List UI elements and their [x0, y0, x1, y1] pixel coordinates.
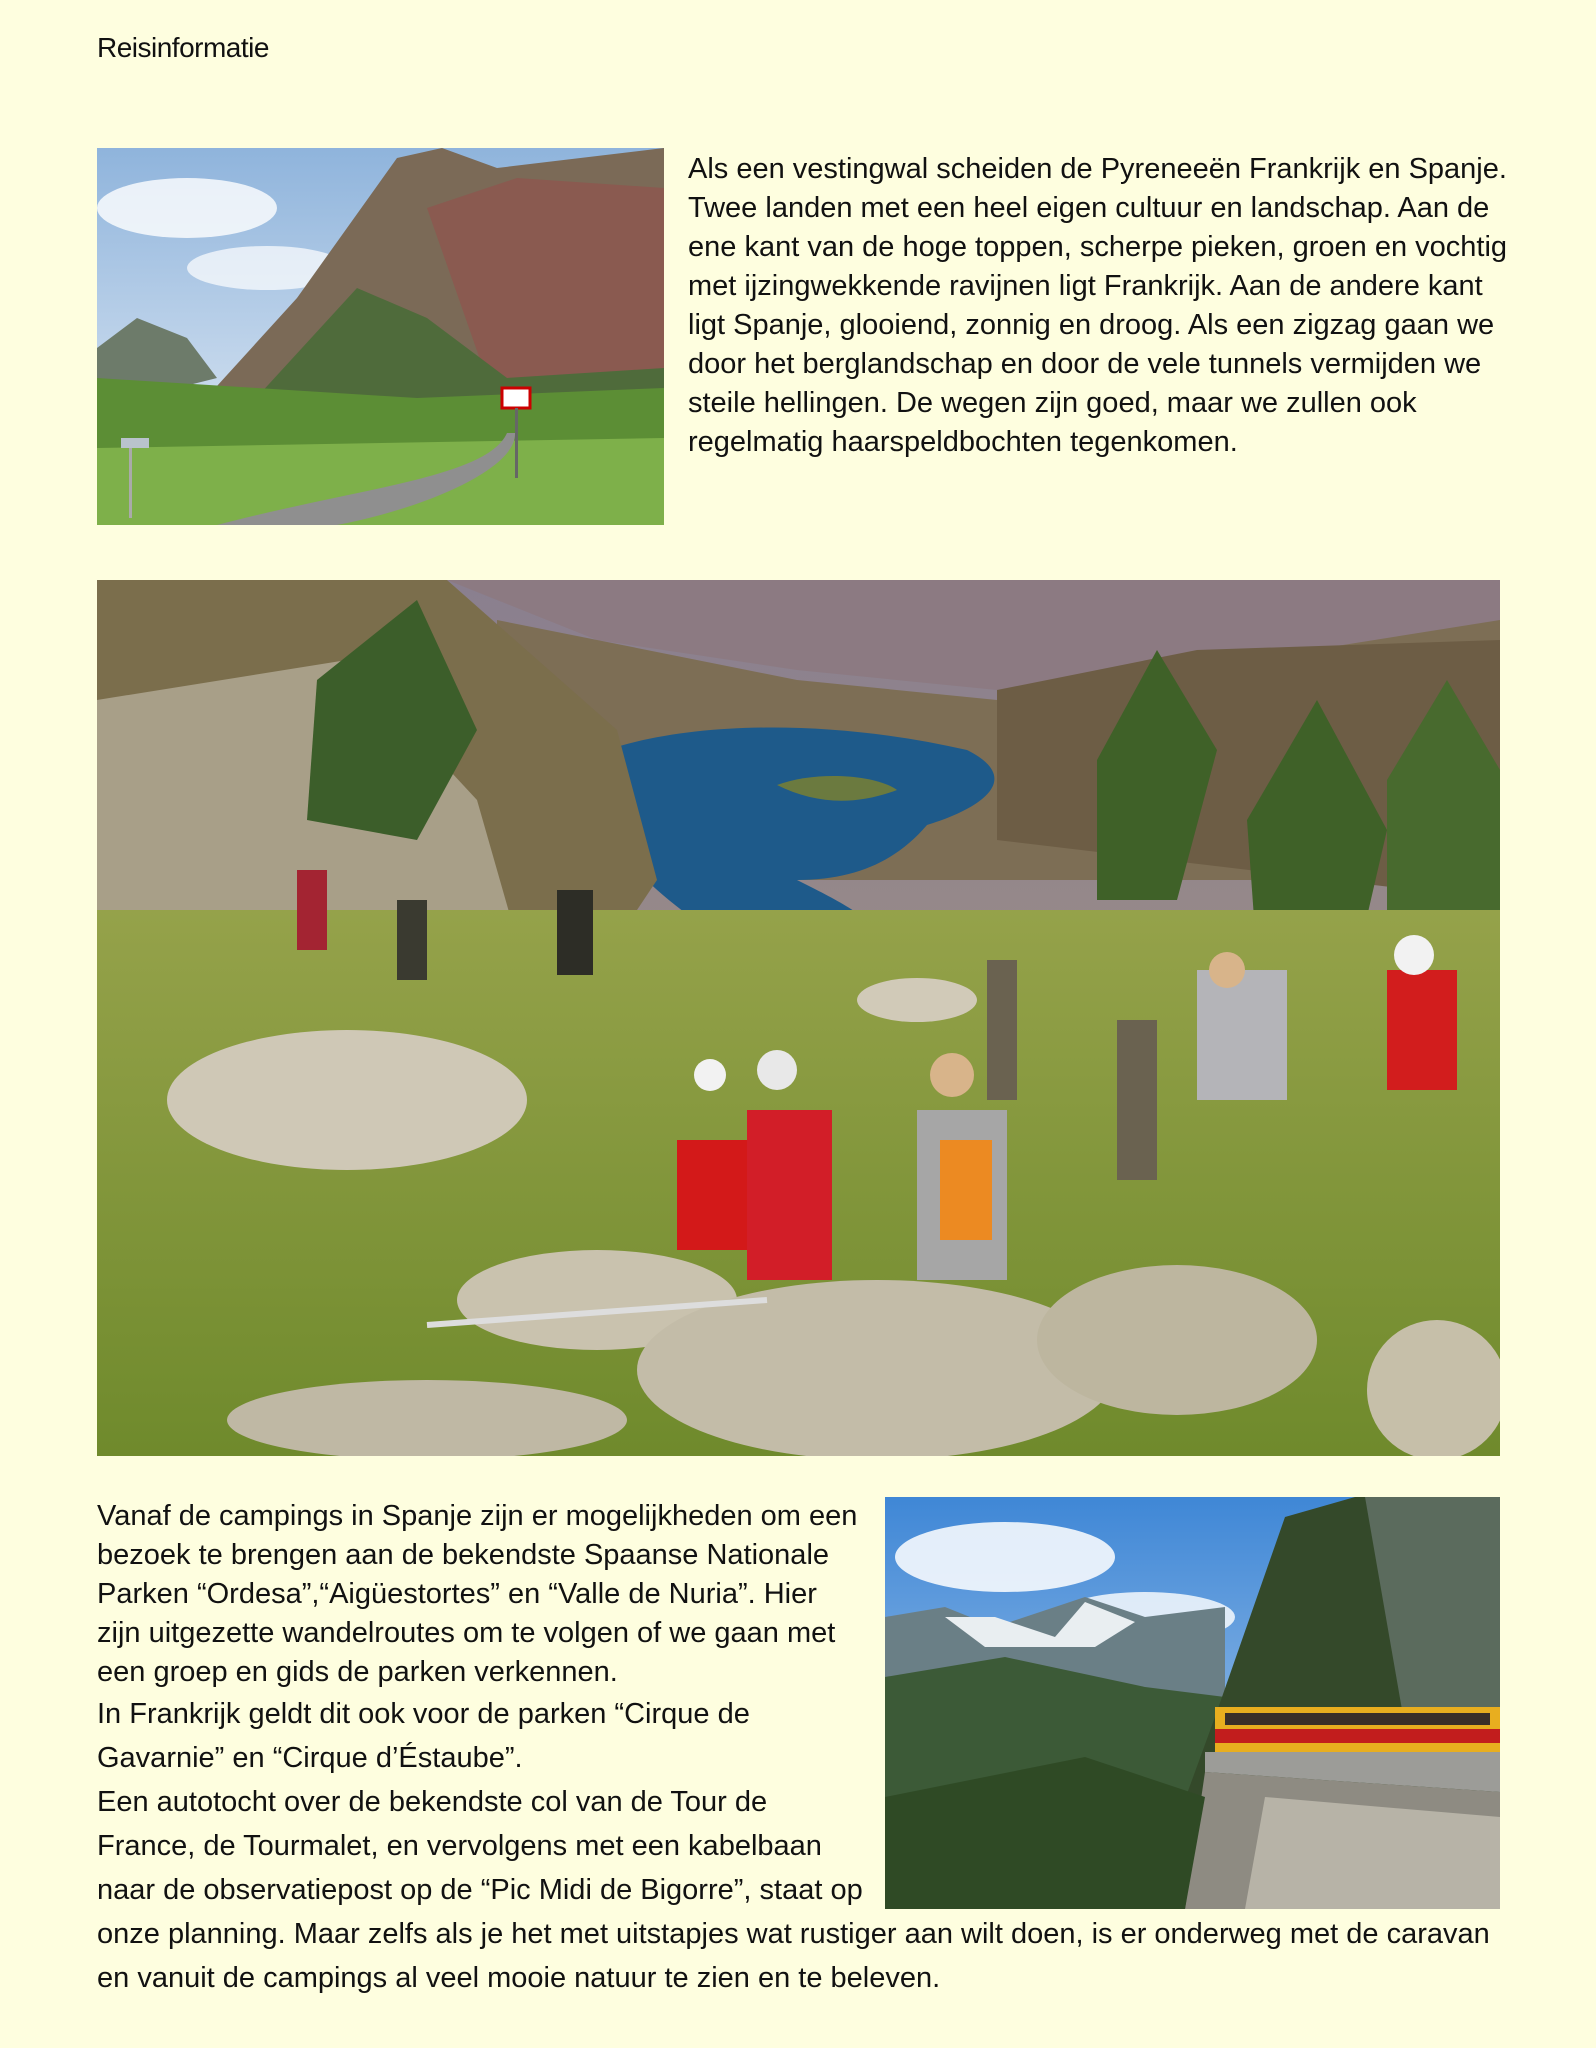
parks-spain-paragraph: Vanaf de campings in Spanje zijn er mogelijkheden om een bezoek te brengen aan de bekendste Spaanse Nationale Parken “Ordesa”,“Aigüestortes” en “Valle de Nuria”. Hier zijn uitgezette wandelroutes om te volgen of we gaan met een groep en gids de parken verkennen. — [97, 1500, 858, 1688]
hikers-lake-photo — [97, 580, 1500, 1456]
parks-france-paragraph: In Frankrijk geldt dit ook voor de parken “Cirque de Gavarnie” en “Cirque d’Éstaube”. — [97, 1698, 750, 1774]
intro-paragraph: Als een vestingwal scheiden de Pyreneeën Frankrijk en Spanje. Twee landen met een heel eigen cultuur en landschap. Aan de ene kant van de hoge toppen, scherpe pieken, groen en vochtig met ijzingwekkende ravijnen ligt Frankrijk. Aan de andere kant ligt Spanje, glooiend, zonnig en droog. Als een zigzag gaan we door het berglandschap en door de vele tunnels vermijden we steile hellingen. De wegen zijn goed, maar we zullen ook regelmatig haarspeldbochten tegenkomen. — [688, 153, 1508, 458]
mountain-road-photo — [97, 148, 664, 525]
tourmalet-paragraph: Een autotocht over de bekendste col van de Tour de France, de Tourmalet, en vervolgens met een kabelbaan naar de observatiepost op de “Pic Midi de Bigorre”, staat op onze planning. Maar zelfs als je het met uitstapjes wat rustiger aan wilt doen, is er onderweg met de caravan en vanuit de campings al veel mooie natuur te zien en te beleven. — [97, 1786, 1490, 1994]
tourist-train-photo — [885, 1497, 1500, 1909]
page-title: Reisinformatie — [97, 32, 269, 63]
